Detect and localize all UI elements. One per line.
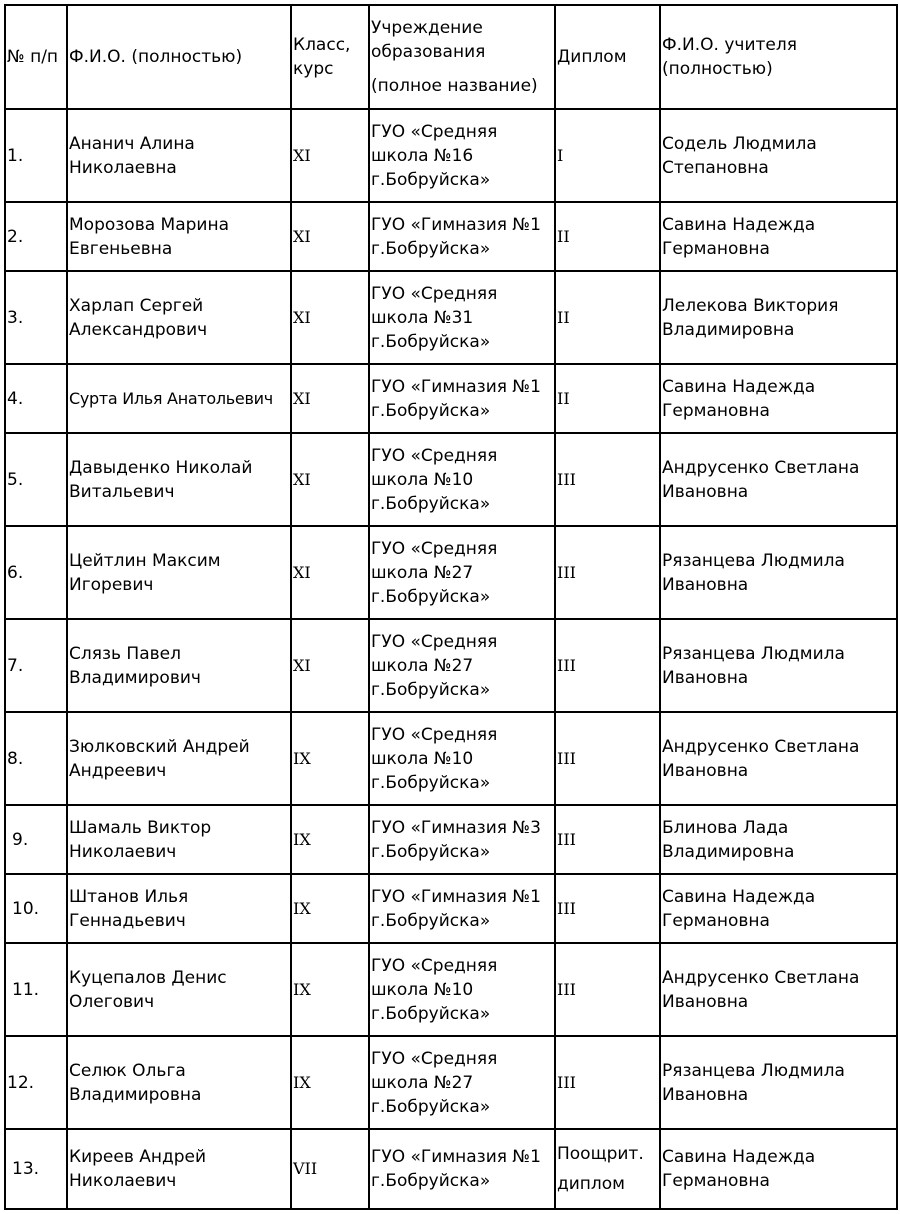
- row-class: XI: [291, 202, 369, 271]
- row-teacher: Лелекова Виктория Владимировна: [660, 271, 897, 364]
- row-num: 1.: [5, 109, 67, 202]
- row-fio: Селюк Ольга Владимировна: [67, 1036, 291, 1129]
- row-num: 5.: [5, 433, 67, 526]
- row-diploma: III: [555, 619, 660, 712]
- row-class: IX: [291, 1036, 369, 1129]
- row-fio: Ананич Алина Николаевна: [67, 109, 291, 202]
- table-row: [5, 712, 897, 805]
- row-institution: ГУО «Гимназия №1 г.Бобруйска»: [369, 1129, 555, 1209]
- row-class: XI: [291, 526, 369, 619]
- row-class: IX: [291, 943, 369, 1036]
- row-teacher: Рязанцева Людмила Ивановна: [660, 1036, 897, 1129]
- row-class: XI: [291, 271, 369, 364]
- header-institution-line2: (полное название): [371, 76, 538, 96]
- table-row: [5, 109, 897, 202]
- row-institution: ГУО «Средняя школа №31 г.Бобруйска»: [369, 271, 555, 364]
- row-teacher: Савина Надежда Германовна: [660, 364, 897, 433]
- row-num: 3.: [5, 271, 67, 364]
- row-fio: Слязь Павел Владимирович: [67, 619, 291, 712]
- row-class: XI: [291, 364, 369, 433]
- row-class: IX: [291, 712, 369, 805]
- row-diploma: II: [555, 364, 660, 433]
- row-teacher: Савина Надежда Германовна: [660, 1129, 897, 1209]
- row-diploma: I: [555, 109, 660, 202]
- row-class: XI: [291, 433, 369, 526]
- table-row: [5, 202, 897, 271]
- row-institution: ГУО «Средняя школа №27 г.Бобруйска»: [369, 619, 555, 712]
- row-diploma: II: [555, 271, 660, 364]
- row-diploma: III: [555, 526, 660, 619]
- header-institution: [369, 5, 555, 109]
- row-fio: Куцепалов Денис Олегович: [67, 943, 291, 1036]
- row-teacher: Блинова Лада Владимировна: [660, 805, 897, 874]
- table-row: [5, 526, 897, 619]
- results-table: [4, 4, 898, 1210]
- row-diploma: Поощрит. диплом: [555, 1129, 660, 1209]
- row-num: 2.: [5, 202, 67, 271]
- row-teacher: Андрусенко Светлана Ивановна: [660, 712, 897, 805]
- row-fio: Зюлковский Андрей Андреевич: [67, 712, 291, 805]
- table-row: [5, 943, 897, 1036]
- row-teacher: Рязанцева Людмила Ивановна: [660, 526, 897, 619]
- table-row: [5, 619, 897, 712]
- row-fio: Цейтлин Максим Игоревич: [67, 526, 291, 619]
- row-fio: Штанов Илья Геннадьевич: [67, 874, 291, 943]
- row-teacher: Савина Надежда Германовна: [660, 202, 897, 271]
- header-num: № п/п: [5, 5, 67, 109]
- table-row: [5, 433, 897, 526]
- row-diploma: III: [555, 712, 660, 805]
- row-num: 4.: [5, 364, 67, 433]
- row-diploma: III: [555, 1036, 660, 1129]
- row-class: IX: [291, 874, 369, 943]
- row-diploma: III: [555, 943, 660, 1036]
- row-teacher: Савина Надежда Германовна: [660, 874, 897, 943]
- row-num: 13.: [5, 1129, 67, 1209]
- row-num: 12.: [5, 1036, 67, 1129]
- header-row: [5, 5, 897, 109]
- row-class: XI: [291, 619, 369, 712]
- row-institution: ГУО «Средняя школа №27 г.Бобруйска»: [369, 1036, 555, 1129]
- row-fio: Давыденко Николай Витальевич: [67, 433, 291, 526]
- row-teacher: Андрусенко Светлана Ивановна: [660, 433, 897, 526]
- row-institution: ГУО «Средняя школа №10 г.Бобруйска»: [369, 433, 555, 526]
- row-class: XI: [291, 109, 369, 202]
- row-teacher: Андрусенко Светлана Ивановна: [660, 943, 897, 1036]
- row-num: 9.: [5, 805, 67, 874]
- row-diploma: III: [555, 433, 660, 526]
- header-class: Класс, курс: [291, 5, 369, 109]
- row-num: 6.: [5, 526, 67, 619]
- header-fio: Ф.И.О. (полностью): [67, 5, 291, 109]
- row-institution: ГУО «Гимназия №3 г.Бобруйска»: [369, 805, 555, 874]
- row-fio: Харлап Сергей Александрович: [67, 271, 291, 364]
- row-fio: Киреев Андрей Николаевич: [67, 1129, 291, 1209]
- row-institution: ГУО «Средняя школа №16 г.Бобруйска»: [369, 109, 555, 202]
- row-num: 10.: [5, 874, 67, 943]
- row-teacher: Содель Людмила Степановна: [660, 109, 897, 202]
- row-institution: ГУО «Гимназия №1 г.Бобруйска»: [369, 874, 555, 943]
- header-institution-line1: Учреждение образования: [371, 18, 486, 62]
- table-row: [5, 874, 897, 943]
- header-teacher: Ф.И.О. учителя (полностью): [660, 5, 897, 109]
- row-fio: Шамаль Виктор Николаевич: [67, 805, 291, 874]
- row-teacher: Рязанцева Людмила Ивановна: [660, 619, 897, 712]
- table-row: [5, 271, 897, 364]
- row-institution: ГУО «Средняя школа №27 г.Бобруйска»: [369, 526, 555, 619]
- table-row: [5, 805, 897, 874]
- row-diploma: III: [555, 874, 660, 943]
- row-class: VII: [291, 1129, 369, 1209]
- row-num: 11.: [5, 943, 67, 1036]
- row-institution: ГУО «Средняя школа №10 г.Бобруйска»: [369, 712, 555, 805]
- row-num: 8.: [5, 712, 67, 805]
- row-institution: ГУО «Гимназия №1 г.Бобруйска»: [369, 364, 555, 433]
- table-row: [5, 364, 897, 433]
- table-row: [5, 1036, 897, 1129]
- row-institution: ГУО «Гимназия №1 г.Бобруйска»: [369, 202, 555, 271]
- row-diploma: II: [555, 202, 660, 271]
- row-num: 7.: [5, 619, 67, 712]
- row-institution: ГУО «Средняя школа №10 г.Бобруйска»: [369, 943, 555, 1036]
- row-fio: Морозова Марина Евгеньевна: [67, 202, 291, 271]
- header-diploma: Диплом: [555, 5, 660, 109]
- row-class: IX: [291, 805, 369, 874]
- row-diploma: III: [555, 805, 660, 874]
- row-fio: Сурта Илья Анатольевич: [67, 364, 291, 433]
- table-row: [5, 1129, 897, 1209]
